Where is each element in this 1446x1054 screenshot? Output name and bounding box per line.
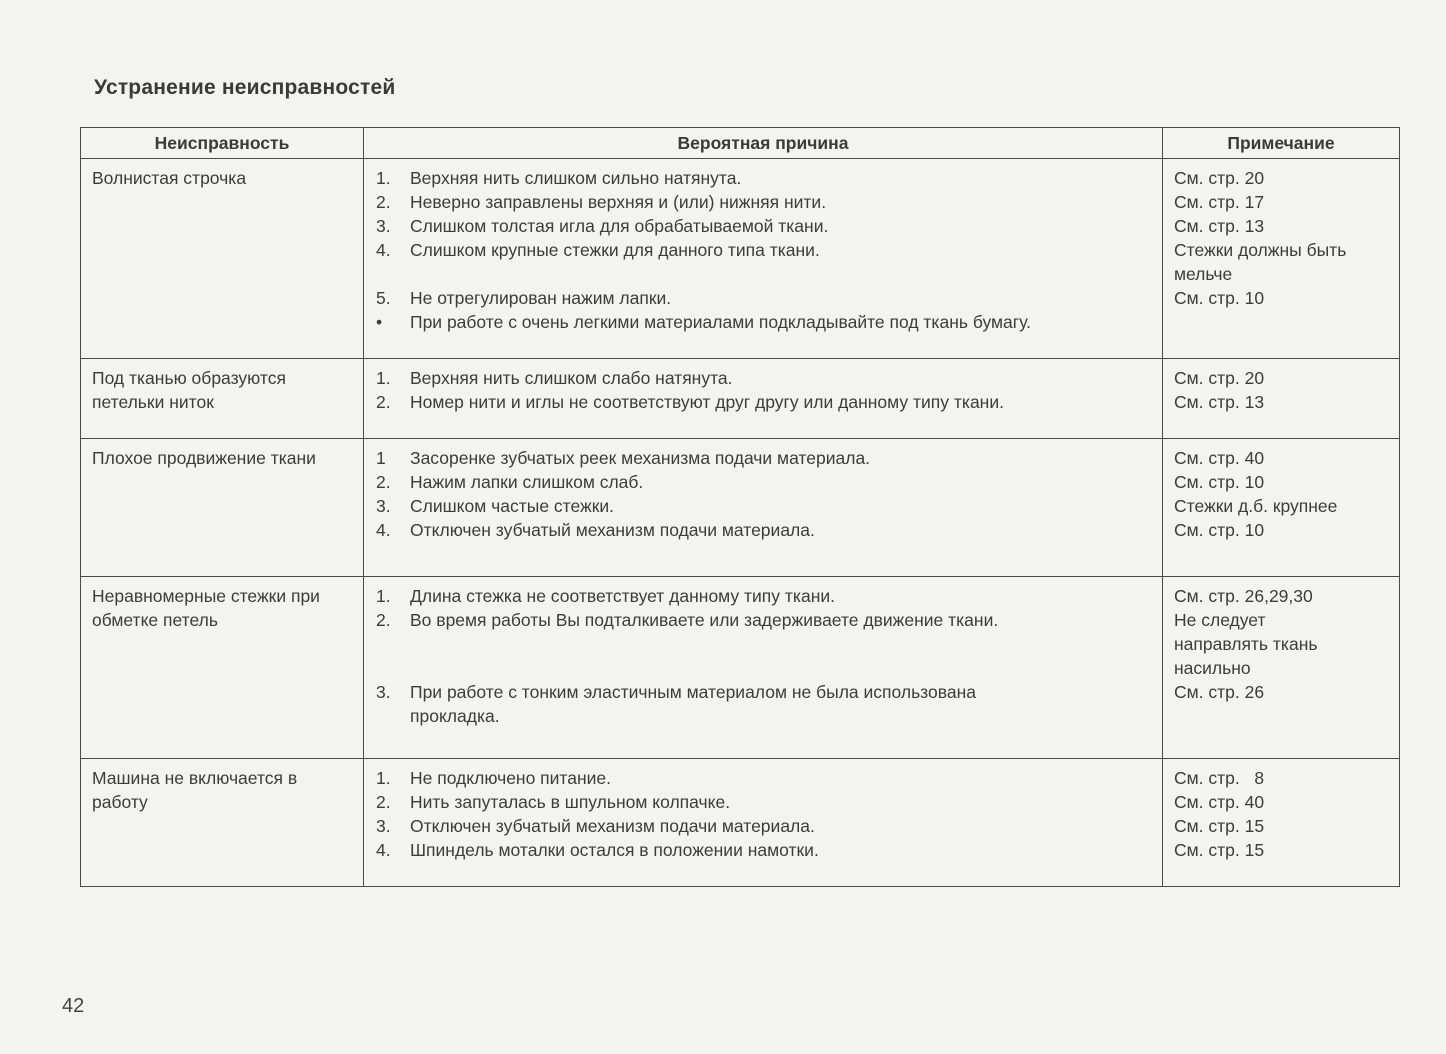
fault-cell: Неравномерные стежки при обметке петель [81, 577, 364, 759]
note-line: Стежки должны быть [1174, 240, 1347, 260]
cause-item [376, 238, 1154, 262]
cause-text: Засоренке зубчатых реек механизма подачи материала. [410, 448, 871, 468]
page-number: 42 [62, 995, 85, 1017]
cause-item [376, 470, 1154, 494]
cause-number: 3. [376, 682, 391, 702]
table-row [81, 759, 1400, 887]
note-cell [1163, 359, 1400, 439]
cause-cell [364, 759, 1163, 887]
cause-text: Верхняя нить слишком сильно натянута. [410, 168, 742, 188]
cause-text: Нить запуталась в шпульном колпачке. [410, 792, 731, 812]
note-line: См. стр. 26 [1174, 682, 1265, 702]
page-title: Устранение неисправностей [94, 76, 396, 99]
cause-item [376, 838, 1154, 862]
cause-item [376, 494, 1154, 518]
cause-text: Неверно заправлены верхняя и (или) нижняя нити. [410, 192, 827, 212]
troubleshooting-table [80, 127, 1400, 887]
cause-cell [364, 439, 1163, 577]
note-line: См. стр. 10 [1174, 520, 1265, 540]
note-line: См. стр. 13 [1174, 216, 1265, 236]
cause-text: При работе с тонким эластичным материалом не была использована [410, 682, 976, 702]
note-line: См. стр. 40 [1174, 448, 1265, 468]
cause-text: Слишком толстая игла для обрабатываемой ткани. [410, 216, 829, 236]
note-line: насильно [1174, 658, 1251, 678]
note-cell [1163, 577, 1400, 759]
cause-text: Не отрегулирован нажим лапки. [410, 288, 672, 308]
note-line: мельче [1174, 264, 1233, 284]
cause-number: 4. [376, 240, 391, 260]
cause-continuation: прокладка. [410, 706, 500, 726]
fault-cell: Волнистая строчка [81, 159, 364, 359]
cause-item [376, 190, 1154, 214]
header-cause: Вероятная причина [364, 128, 1163, 159]
cause-number: 3. [376, 216, 391, 236]
cause-item [376, 790, 1154, 814]
cause-cell [364, 577, 1163, 759]
cause-number: 2. [376, 472, 391, 492]
note-line: Стежки д.б. крупнее [1174, 496, 1338, 516]
cause-item [376, 310, 1154, 334]
cause-number: 2. [376, 792, 391, 812]
cause-number: 1. [376, 168, 391, 188]
cause-number: 1. [376, 768, 391, 788]
cause-number: 4. [376, 520, 391, 540]
cause-number: 1 [376, 448, 386, 468]
cause-item [376, 680, 1154, 704]
cause-text: Верхняя нить слишком слабо натянута. [410, 368, 733, 388]
cause-cell [364, 359, 1163, 439]
note-cell [1163, 159, 1400, 359]
header-note: Примечание [1163, 128, 1400, 159]
cause-number: 2. [376, 192, 391, 212]
note-line: направлять ткань [1174, 634, 1318, 654]
note-line: См. стр. 17 [1174, 192, 1265, 212]
note-cell [1163, 439, 1400, 577]
note-line: См. стр. 40 [1174, 792, 1265, 812]
cause-number: 1. [376, 586, 391, 606]
cause-item [376, 766, 1154, 790]
cause-item [376, 166, 1154, 190]
cause-number: 2. [376, 392, 391, 412]
table-row [81, 577, 1400, 759]
cause-item [376, 814, 1154, 838]
cause-text: Длина стежка не соответствует данному типу ткани. [410, 586, 835, 606]
cause-item [376, 390, 1154, 414]
cause-item [376, 366, 1154, 390]
fault-cell: Плохое продвижение ткани [81, 439, 364, 577]
fault-cell: Под тканью образуются петельки ниток [81, 359, 364, 439]
cause-item [376, 446, 1154, 470]
cause-text: Номер нити и иглы не соответствуют друг другу или данному типу ткани. [410, 392, 1004, 412]
table-row [81, 359, 1400, 439]
note-line: См. стр. 10 [1174, 288, 1265, 308]
note-line: См. стр. 8 [1174, 768, 1265, 788]
cause-text: Отключен зубчатый механизм подачи материала. [410, 520, 815, 540]
cause-number: 5. [376, 288, 391, 308]
note-cell [1163, 759, 1400, 887]
cause-number: 3. [376, 496, 391, 516]
header-fault: Неисправность [81, 128, 364, 159]
cause-text: Во время работы Вы подталкиваете или задерживаете движение ткани. [410, 610, 999, 630]
note-line: См. стр. 26,29,30 [1174, 586, 1313, 606]
table-row [81, 159, 1400, 359]
cause-item [376, 608, 1154, 632]
note-line: См. стр. 15 [1174, 840, 1265, 860]
cause-text: Слишком крупные стежки для данного типа ткани. [410, 240, 820, 260]
cause-text: При работе с очень легкими материалами подкладывайте под ткань бумагу. [410, 312, 1032, 332]
table-header-row [81, 128, 1400, 159]
cause-text: Шпиндель моталки остался в положении намотки. [410, 840, 819, 860]
note-line: См. стр. 20 [1174, 168, 1265, 188]
cause-number: 4. [376, 840, 391, 860]
cause-text: Отключен зубчатый механизм подачи материала. [410, 816, 815, 836]
cause-item [376, 214, 1154, 238]
cause-number: 1. [376, 368, 391, 388]
cause-text: Не подключено питание. [410, 768, 612, 788]
note-line: См. стр. 10 [1174, 472, 1265, 492]
cause-number: 2. [376, 610, 391, 630]
cause-number: 3. [376, 816, 391, 836]
cause-item [376, 518, 1154, 542]
cause-text: Слишком частые стежки. [410, 496, 615, 516]
cause-item [376, 286, 1154, 310]
note-line: См. стр. 20 [1174, 368, 1265, 388]
fault-cell: Машина не включается в работу [81, 759, 364, 887]
note-line: Не следует [1174, 610, 1266, 630]
note-line: См. стр. 15 [1174, 816, 1265, 836]
cause-text: Нажим лапки слишком слаб. [410, 472, 644, 492]
cause-cell [364, 159, 1163, 359]
table-row [81, 439, 1400, 577]
note-line: См. стр. 13 [1174, 392, 1265, 412]
bullet-icon: • [376, 312, 383, 332]
cause-item [376, 584, 1154, 608]
